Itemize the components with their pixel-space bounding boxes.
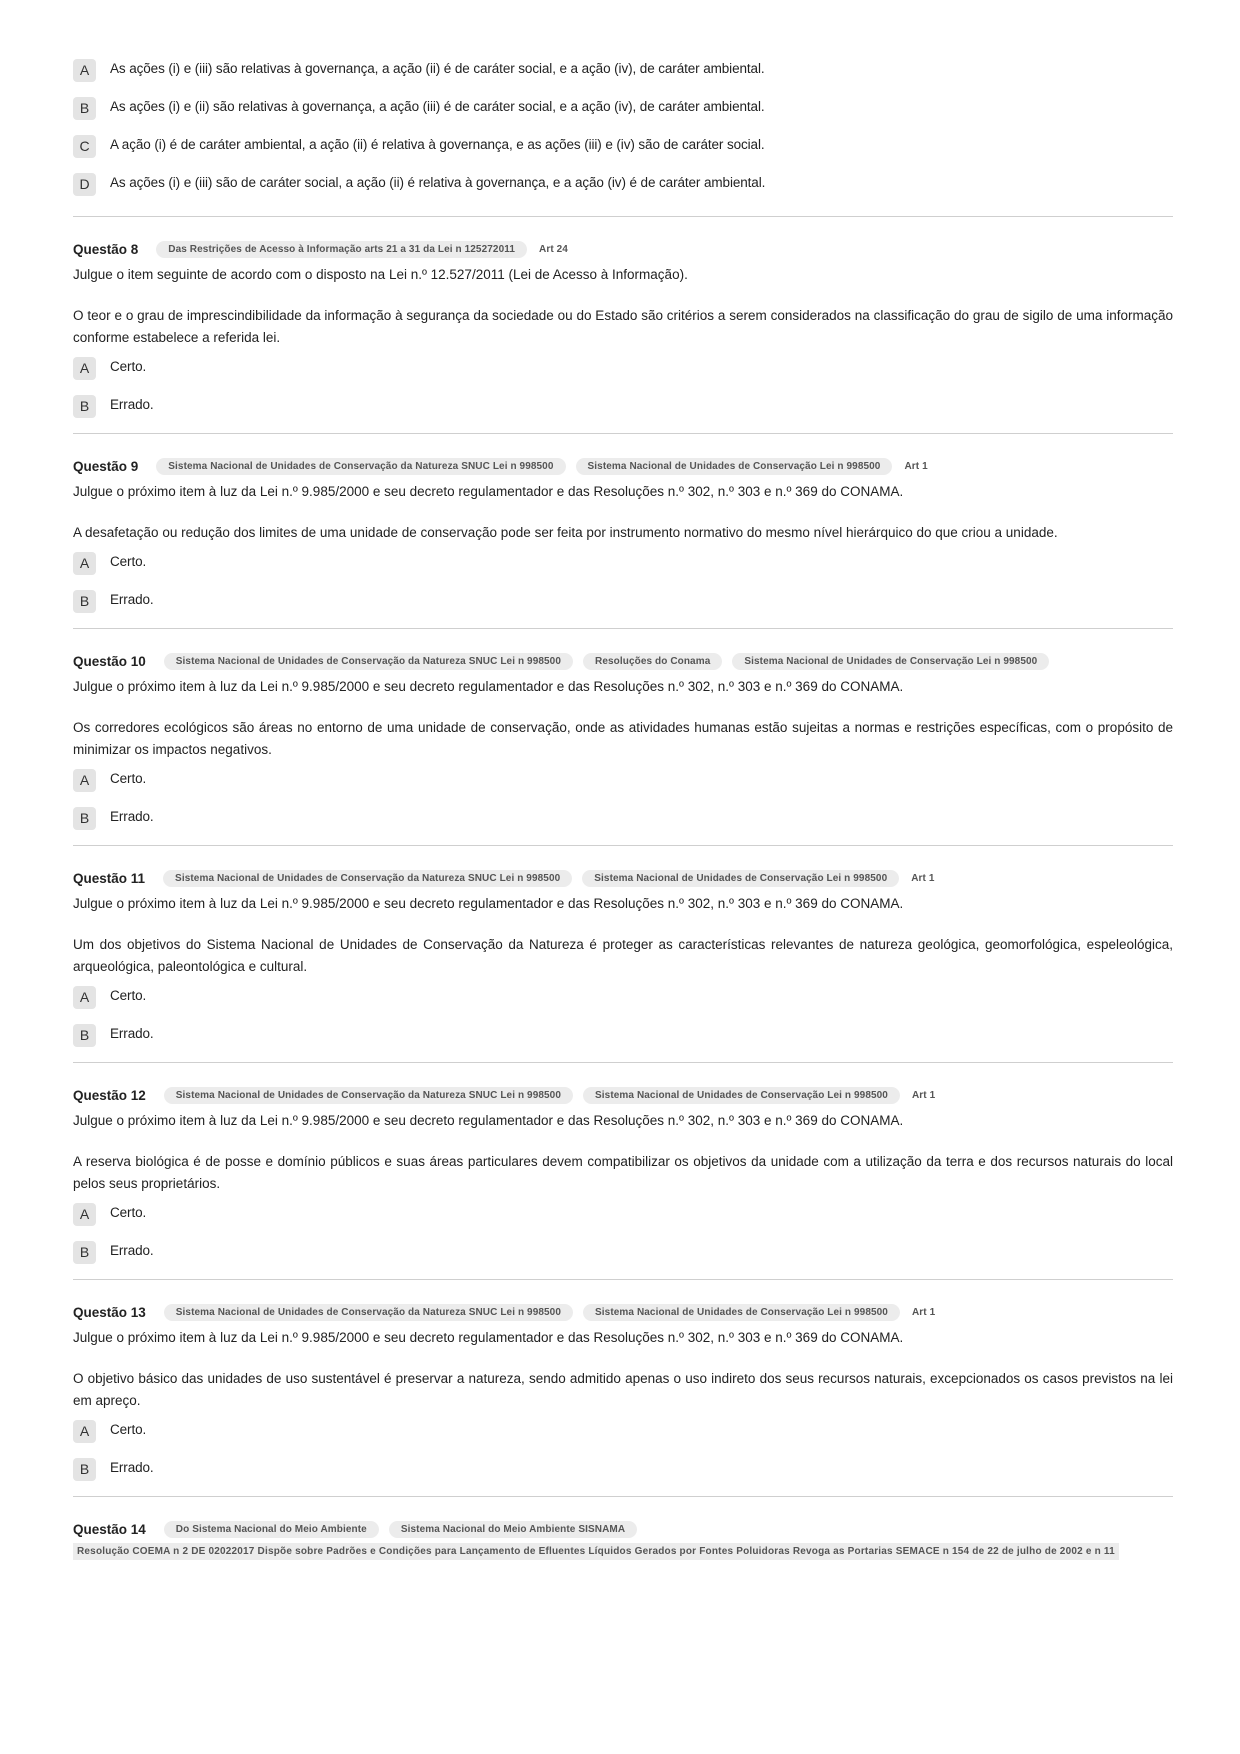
option-text: Errado. <box>110 1243 154 1258</box>
option-letter[interactable]: B <box>73 807 96 830</box>
question-13 <box>73 1280 1173 1496</box>
question-title: Questão 11 <box>73 870 146 886</box>
option-text: Certo. <box>110 554 147 569</box>
option-c[interactable] <box>73 135 1173 173</box>
option-letter[interactable]: A <box>73 552 96 575</box>
option-text: As ações (i) e (iii) são de caráter social, a ação (ii) é relativa à governança, e a ação (iv) é de caráter ambiental. <box>110 175 766 190</box>
question-10 <box>73 629 1173 845</box>
option-letter[interactable]: A <box>73 1203 96 1226</box>
option-b[interactable] <box>73 1024 1173 1062</box>
subject-tag[interactable]: Sistema Nacional de Unidades de Conservação da Natureza SNUC Lei n 998500 <box>163 870 572 887</box>
question-intro: Julgue o próximo item à luz da Lei n.º 9.985/2000 e seu decreto regulamentador e das Resoluções n.º 302, n.º 303 e n.º 369 do CONAMA. <box>73 1113 904 1128</box>
option-text: Certo. <box>110 359 147 374</box>
subject-tag[interactable]: Sistema Nacional de Unidades de Conservação Lei n 998500 <box>732 653 1049 670</box>
option-text: Errado. <box>110 1026 154 1041</box>
option-a[interactable] <box>73 1420 1173 1458</box>
question-statement: O teor e o grau de imprescindibilidade da informação à segurança da sociedade ou do Estado são critérios a serem considerados na classificação do grau de sigilo de uma informação conforme estabelece a referida lei. <box>73 308 1173 345</box>
option-letter[interactable]: B <box>73 1024 96 1047</box>
option-text: Errado. <box>110 397 154 412</box>
option-letter[interactable]: B <box>73 1458 96 1481</box>
option-a[interactable] <box>73 986 1173 1024</box>
subject-tag[interactable]: Sistema Nacional de Unidades de Conservação da Natureza SNUC Lei n 998500 <box>164 1304 573 1321</box>
previous-question-options <box>73 0 1173 206</box>
option-d[interactable] <box>73 173 1173 206</box>
question-intro: Julgue o item seguinte de acordo com o disposto na Lei n.º 12.527/2011 (Lei de Acesso à Informação). <box>73 267 688 282</box>
option-letter[interactable]: B <box>73 1241 96 1264</box>
question-intro: Julgue o próximo item à luz da Lei n.º 9.985/2000 e seu decreto regulamentador e das Resoluções n.º 302, n.º 303 e n.º 369 do CONAMA. <box>73 896 904 911</box>
option-a[interactable] <box>73 59 1173 97</box>
subject-tag[interactable]: Sistema Nacional de Unidades de Conservação da Natureza SNUC Lei n 998500 <box>164 653 573 670</box>
option-text: A ação (i) é de caráter ambiental, a ação (ii) é relativa à governança, e as ações (iii) e (iv) são de caráter social. <box>110 137 765 152</box>
subject-tag[interactable]: Sistema Nacional de Unidades de Conservação Lei n 998500 <box>583 1304 900 1321</box>
subject-tag[interactable]: Do Sistema Nacional do Meio Ambiente <box>164 1521 379 1538</box>
question-statement: A reserva biológica é de posse e domínio públicos e suas áreas particulares devem compatibilizar os objetivos da unidade com a utilização da terra e dos recursos naturais do local pelos seus proprietários. <box>73 1154 1173 1191</box>
subject-tag[interactable]: Sistema Nacional de Unidades de Conservação Lei n 998500 <box>582 870 899 887</box>
subject-tag[interactable]: Sistema Nacional de Unidades de Conservação da Natureza SNUC Lei n 998500 <box>164 1087 573 1104</box>
option-text: Certo. <box>110 1205 147 1220</box>
subject-tag[interactable]: Art 1 <box>904 460 928 472</box>
option-text: Errado. <box>110 592 154 607</box>
option-b[interactable] <box>73 1458 1173 1496</box>
question-intro: Julgue o próximo item à luz da Lei n.º 9.985/2000 e seu decreto regulamentador e das Resoluções n.º 302, n.º 303 e n.º 369 do CONAMA. <box>73 1330 904 1345</box>
question-header <box>73 456 1173 476</box>
question-12 <box>73 1063 1173 1279</box>
option-text: Certo. <box>110 771 147 786</box>
option-b[interactable] <box>73 395 1173 433</box>
option-letter[interactable]: B <box>73 395 96 418</box>
option-letter[interactable]: A <box>73 769 96 792</box>
question-9 <box>73 434 1173 628</box>
question-intro: Julgue o próximo item à luz da Lei n.º 9.985/2000 e seu decreto regulamentador e das Resoluções n.º 302, n.º 303 e n.º 369 do CONAMA. <box>73 679 904 694</box>
question-title: Questão 12 <box>73 1087 146 1103</box>
subject-tag[interactable]: Art 1 <box>911 1089 936 1101</box>
question-statement: O objetivo básico das unidades de uso sustentável é preservar a natureza, sendo admitido apenas o uso indireto dos seus recursos naturais, excepcionados os casos previstos na lei em apreço. <box>73 1371 1173 1408</box>
question-page <box>73 0 1173 1560</box>
question-11 <box>73 846 1173 1062</box>
option-letter[interactable]: B <box>73 97 96 120</box>
option-letter[interactable]: C <box>73 135 96 158</box>
question-title: Questão 13 <box>73 1304 146 1320</box>
subject-tag[interactable]: Resoluções do Conama <box>583 653 722 670</box>
option-letter[interactable]: B <box>73 590 96 613</box>
question-header <box>73 1519 1173 1539</box>
question-header <box>73 651 1173 671</box>
subject-tag[interactable]: Art 1 <box>911 872 935 884</box>
option-letter[interactable]: D <box>73 173 96 196</box>
subject-tag[interactable]: Art 24 <box>539 243 568 255</box>
subject-tag[interactable]: Art 1 <box>911 1306 936 1318</box>
option-letter[interactable]: A <box>73 1420 96 1443</box>
question-statement: Um dos objetivos do Sistema Nacional de Unidades de Conservação da Natureza é proteger as características relevantes de natureza geológica, geomorfológica, espeleológica, arqueológica, paleontológica e cultural. <box>73 937 1173 974</box>
question-statement: Os corredores ecológicos são áreas no entorno de uma unidade de conservação, onde as atividades humanas estão sujeitas a normas e restrições específicas, com o propósito de minimizar os impactos negativos. <box>73 720 1173 757</box>
question-title: Questão 8 <box>73 241 139 257</box>
question-intro: Julgue o próximo item à luz da Lei n.º 9.985/2000 e seu decreto regulamentador e das Resoluções n.º 302, n.º 303 e n.º 369 do CONAMA. <box>73 484 904 499</box>
question-title: Questão 10 <box>73 653 146 669</box>
option-letter[interactable]: A <box>73 59 96 82</box>
subject-tag[interactable]: Sistema Nacional do Meio Ambiente SISNAMA <box>389 1521 637 1538</box>
option-a[interactable] <box>73 357 1173 395</box>
option-a[interactable] <box>73 1203 1173 1241</box>
question-header <box>73 868 1173 888</box>
question-header <box>73 1302 1173 1322</box>
option-text: Errado. <box>110 1460 154 1475</box>
option-text: Errado. <box>110 809 154 824</box>
question-8 <box>73 217 1173 433</box>
option-a[interactable] <box>73 552 1173 590</box>
option-b[interactable] <box>73 97 1173 135</box>
option-text: Certo. <box>110 988 147 1003</box>
subject-tag[interactable]: Sistema Nacional de Unidades de Conservação Lei n 998500 <box>583 1087 900 1104</box>
option-text: As ações (i) e (iii) são relativas à governança, a ação (ii) é de caráter social, e a ação (iv), de caráter ambiental. <box>110 61 765 76</box>
question-statement: A desafetação ou redução dos limites de uma unidade de conservação pode ser feita por instrumento normativo do mesmo nível hierárquico do que criou a unidade. <box>73 525 1058 540</box>
question-header <box>73 1085 1173 1105</box>
option-b[interactable] <box>73 590 1173 628</box>
subject-tag-long[interactable]: Resolução COEMA n 2 DE 02022017 Dispõe sobre Padrões e Condições para Lançamento de Efluentes Líquidos Gerados por Fontes Poluidoras Revoga as Portarias SEMACE n 154 de 22 de julho de 2002 e n 11 <box>73 1543 1119 1560</box>
subject-tag[interactable]: Sistema Nacional de Unidades de Conservação Lei n 998500 <box>576 458 893 475</box>
option-letter[interactable]: A <box>73 986 96 1009</box>
option-letter[interactable]: A <box>73 357 96 380</box>
option-b[interactable] <box>73 807 1173 845</box>
question-header <box>73 239 1173 259</box>
question-title: Questão 14 <box>73 1521 146 1537</box>
option-b[interactable] <box>73 1241 1173 1279</box>
option-text: Certo. <box>110 1422 147 1437</box>
subject-tag[interactable]: Sistema Nacional de Unidades de Conservação da Natureza SNUC Lei n 998500 <box>156 458 565 475</box>
question-title: Questão 9 <box>73 458 139 474</box>
subject-tag[interactable]: Das Restrições de Acesso à Informação arts 21 a 31 da Lei n 125272011 <box>156 241 527 258</box>
option-a[interactable] <box>73 769 1173 807</box>
question-14 <box>73 1497 1173 1560</box>
option-text: As ações (i) e (ii) são relativas à governança, a ação (iii) é de caráter social, e a ação (iv), de caráter ambiental. <box>110 99 765 114</box>
